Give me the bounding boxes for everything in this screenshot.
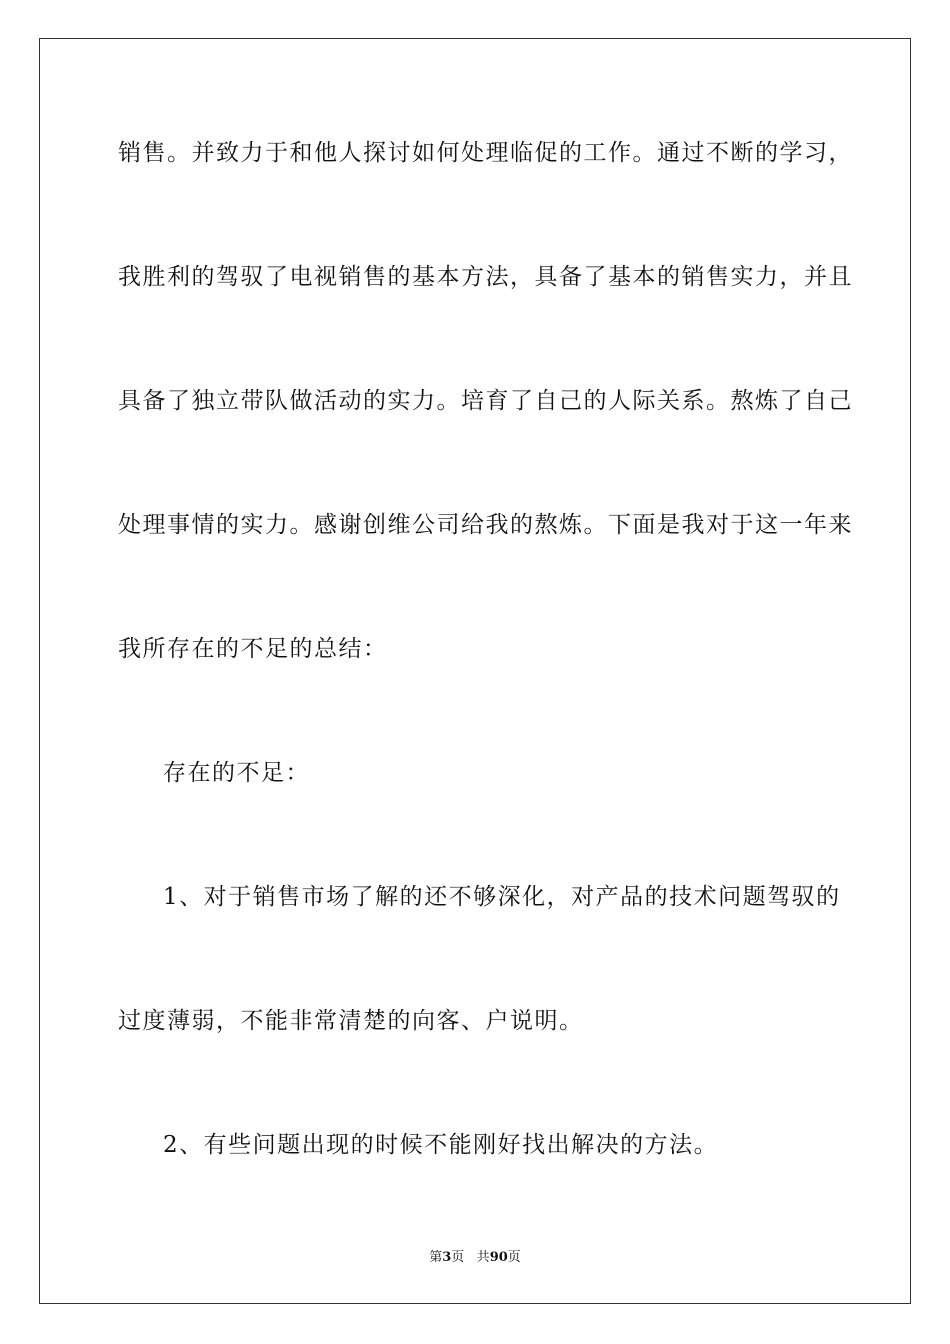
page-border	[39, 38, 911, 1304]
body-line-3: 具备了独立带队做活动的实力。培育了自己的人际关系。熬炼了自己	[118, 388, 853, 414]
footer-page-number: 3	[442, 1250, 452, 1265]
body-line-4: 处理事情的实力。感谢创维公司给我的熬炼。下面是我对于这一年来	[118, 512, 853, 538]
list-item-1-line-2: 过度薄弱，不能非常清楚的向客、户说明。	[118, 1008, 584, 1034]
body-line-1: 销售。并致力于和他人探讨如何处理临促的工作。通过不断的学习，	[118, 140, 853, 166]
footer-page-prefix: 第	[429, 1250, 443, 1265]
body-line-5: 我所存在的不足的总结：	[118, 636, 388, 662]
body-line-2: 我胜利的驾驭了电视销售的基本方法，具备了基本的销售实力，并且	[118, 264, 853, 290]
footer-total-suffix: 页	[507, 1250, 521, 1265]
footer-page-suffix: 页	[451, 1250, 465, 1265]
list-item-2: 2、有些问题出现的时候不能刚好找出解决的方法。	[163, 1132, 719, 1158]
footer-total-pages: 90	[489, 1250, 508, 1265]
footer-total-prefix: 共	[476, 1250, 490, 1265]
page-footer	[0, 1246, 950, 1265]
section-heading: 存在的不足：	[163, 760, 310, 786]
list-item-1-line-1: 1、对于销售市场了解的还不够深化，对产品的技术问题驾驭的	[163, 884, 841, 910]
